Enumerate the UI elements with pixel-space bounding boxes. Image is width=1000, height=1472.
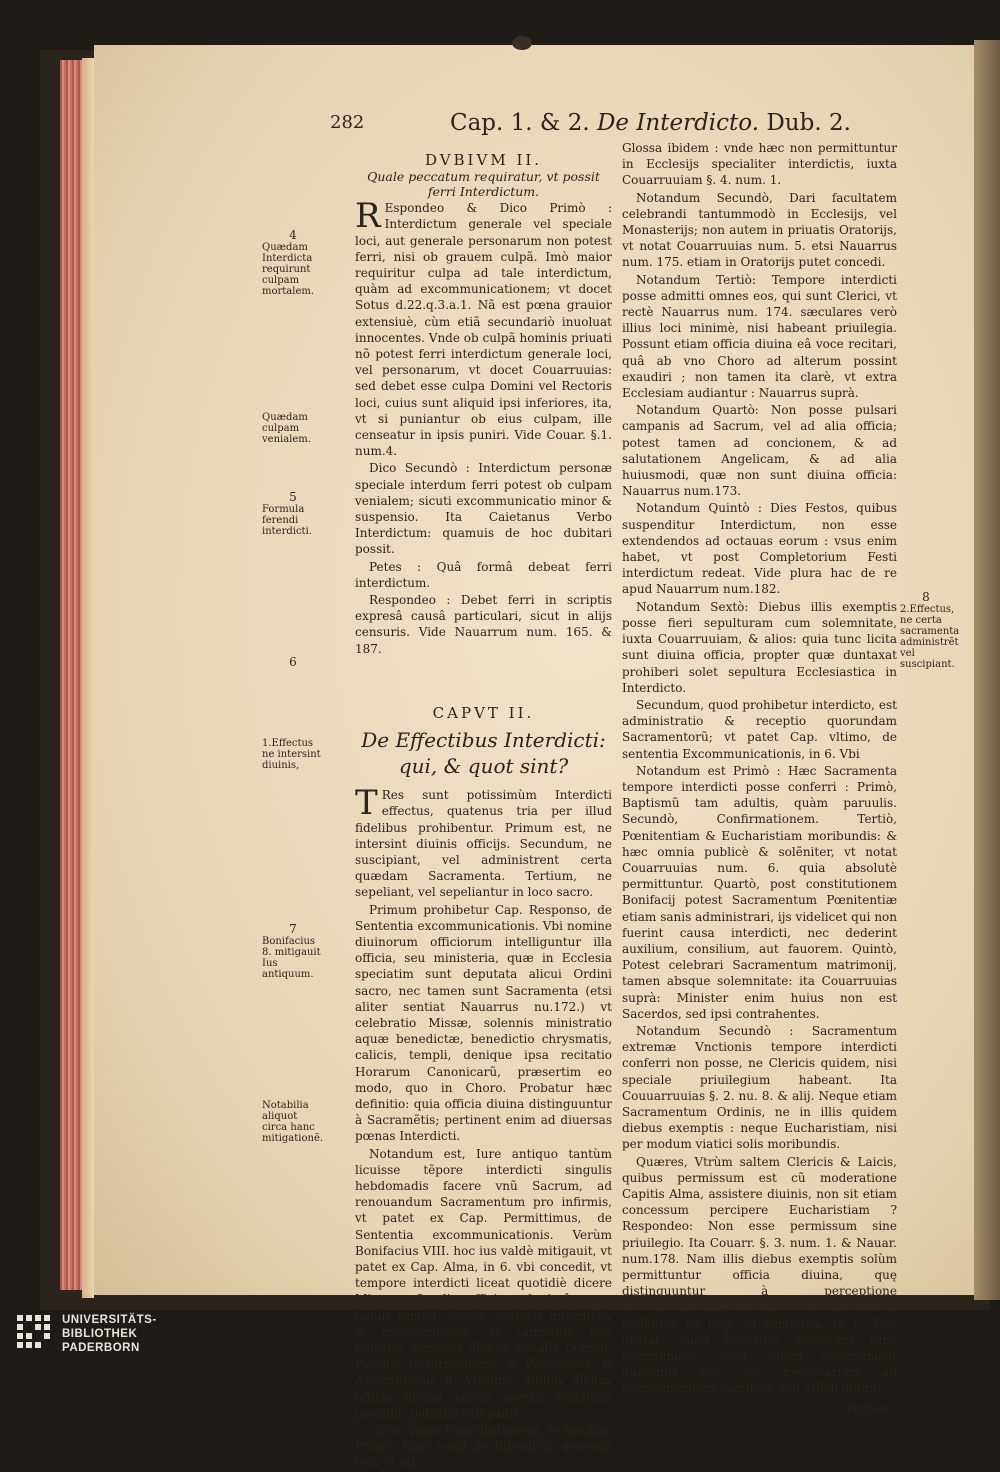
- margin-note-venial: Quædam culpam venialem.: [262, 412, 311, 445]
- drop-cap-r: R: [355, 196, 381, 237]
- paragraph: Notandum Quintò : Dies Festos, quibus suspenditur Interdictum, non esse extendendos ad octauas eorum : vsus enim habet, vt post Completorium Festi interdictum redeat. Vide plura hac de re apud Nauarrum num.182.: [622, 501, 897, 597]
- dub-ref: Dub. 2.: [766, 110, 851, 136]
- library-name-line2: BIBLIOTHEK: [62, 1328, 138, 1340]
- page-inner-edge: [82, 58, 94, 1298]
- margin-note-6: 6: [289, 655, 297, 669]
- library-name-line1: UNIVERSITÄTS-: [62, 1314, 157, 1326]
- paragraph: Circa quam Constitutionem, Notandum Primò: Eam loqui de Interdicto generali loci, vt ait: [355, 1423, 612, 1470]
- paragraph: Notandum Quartò: Non posse pulsari campanis ad Sacrum, vel ad alia officia; potest tamen ad concionem, & ad salutationem Angelicam, & ad alia huiusmodi, quæ non sunt diuina officia: Nauarrus num.173.: [622, 403, 897, 499]
- paragraph: Notandum Sextò: Diebus illis exemptis posse fieri sepulturam cum solemnitate, iuxta Couarruuiam, & alios: quia tunc licita sunt diuina officia, propter quæ duntaxat prohiberi solet sepultura Ecclesiastica in Interdicto.: [622, 599, 897, 695]
- title-ref: De Interdicto.: [596, 110, 760, 136]
- paragraph: Dico Secundò : Interdictum personæ speciale interdum ferri potest ob culpam venialem; sicuti excommunicatio minor & suspensio. Ita Caietanus Verbo Interdictum: quamuis de hoc dubitari possit.: [355, 461, 612, 557]
- paragraph: T Res sunt potissimùm Interdicti effectus, quatenus tria per illud fidelibus prohibentur. Primum est, ne intersint diuinis officijs. Secundum, ne suscipiant, vel administrent certa quædam Sacramenta. Tertium, ne sepeliant, vel sepeliantur in loco sacro.: [355, 783, 612, 900]
- paragraph: Quæres, Vtrùm saltem Clericis & Laicis, quibus permissum est cũ moderatione Capitis Alma, assistere diuinis, non sit etiam concessum percipere Eucharistiam ? Respondeo: Non esse permissum sine priuilegio. Ita Couarr. §. 3. num. 1. & Nauar. num.178. Nam illis diebus exemptis solùm permittuntur officia diuina, quę distinguuntur à perceptione Sacramentorum, vt suprà dictum est: & colligitur ex Cap. Si sententia, in 6. Nec obstat, quod Sacerdos celebrans tunc communicet; quia solùm communicat quatenus hoc est necessarium ad complementum sacrificij, seu officij diuini.: [622, 1154, 897, 1396]
- library-logo-icon: [14, 1312, 56, 1354]
- margin-note-5: 5 Formula ferendi interdicti.: [262, 490, 312, 537]
- margin-note-8: 8 2.Effectus, ne certa sacramenta administrẽt vel suscipiant.: [900, 590, 960, 670]
- drop-cap-t: T: [355, 783, 378, 824]
- margin-note-effectus-1: 1.Effectus ne intersint diuinis,: [262, 738, 321, 771]
- margin-note-7: 7 Bonifacius 8. mitigauit Ius antiquum.: [262, 922, 321, 980]
- paragraph: Notandum Tertiò: Tempore interdicti posse admitti omnes eos, qui sunt Clerici, vt rectè Nauarrus num. 174. sæculares verò illius loci minimè, nisi habeant priuilegia. Possunt etiam officia diuina eâ voce recitari, quâ ab vno Choro ad alterum possint exaudiri ; non tamen ita clarè, vt extra Ecclesiam audiantur : Nauarrus suprà.: [622, 272, 897, 401]
- right-column: [622, 140, 897, 1418]
- page-number: 282: [330, 112, 365, 133]
- catchword: Tertium,: [845, 1401, 897, 1416]
- paragraph: Respondeo : Debet ferri in scriptis expresâ causâ particulari, sicut in alijs censuris. Vide Nauarrum num. 165. & 187.: [355, 593, 612, 656]
- dubium-title: DVBIVM II.: [424, 151, 543, 169]
- running-title: [450, 110, 851, 136]
- dubium-subtitle: Quale peccatum requiratur, vt possit ferri Interdictum.: [367, 169, 600, 200]
- library-name-line3: PADERBORN: [62, 1342, 140, 1354]
- chapter-ref: Cap. 1. & 2.: [450, 110, 590, 136]
- paragraph: Notandum Secundò : Sacramentum extremæ Vnctionis tempore interdicti conferri non posse, ne Clericis quidem, nisi speciale priuilegium habeant. Ita Couuarruuias §. 2. nu. 8. & alij. Neque etiam Sacramentum Ordinis, ne in illis quidem diebus exemptis : neque Eucharistiam, nisi per modum viatici solis moribundis.: [622, 1023, 897, 1152]
- margin-note-notabilia: Notabilia aliquot circa hanc mitigationẽ.: [262, 1100, 324, 1144]
- caput-subtitle: De Effectibus Interdicti: qui, & quot sint?: [361, 728, 606, 779]
- paragraph: R Espondeo & Dico Primò : Interdictum generale vel speciale loci, aut generale personarum non potest ferri, nisi ob grauem culpã. Imò maior requiritur culpa ad tale interdictum, quàm ad excommunicationem; vt docet Sotus d.22.q.3.a.1. Nã est pœna grauior extensiuè, cùm etiã secundariò inuoluat innocentes. Vnde ob culpã hominis priuati nõ potest ferri interdictum generale loci, vel personarum, vt docet Couarruuias: sed debet esse culpa Domini vel Rectoris loci, cuius sunt aliquid ipsi inferiores, ita, vt si puniantur ob eius culpam, ille censeatur in ipsis puniri. Vide Couar. §.1. num.4.: [355, 196, 612, 459]
- paragraph: Primum prohibetur Cap. Responso, de Sententia excommunicationis. Vbi nomine diuinorum officiorum intelliguntur illa officia, seu ministeria, quæ in Ecclesia speciatim sunt deputata alicui Ordini sacro, nec tamen sunt Sacramenta (etsi aliter sentiat Nauarrus nu.172.) vt celebratio Missæ, solennis ministratio aquæ benedictæ, benedictio chrysmatis, calicis, templi, denique ipsa recitatio Horarum Canonicarũ, præsertim eo modo, quo in Choro. Probatur hæc definitio: quia officia diuina distinguuntur à Sacramẽtis; pertinent enim ad diuersas pœnas Interdicti.: [355, 902, 612, 1144]
- paragraph: Glossa ibidem : vnde hæc non permittuntur in Ecclesijs specialiter interdictis, iuxta Couarruuiam §. 4. num. 1.: [622, 141, 897, 188]
- left-column: [355, 150, 612, 1472]
- gutter: [974, 40, 1000, 1300]
- paragraph: Notandum est, Iure antiquo tantùm licuisse tẽpore interdicti singulis hebdomadis facere vnũ Sacrum, ad renouandum Sacramentum pro infirmis, vt patet ex Cap. Permittimus, de Sententia excommunicationis. Verùm Bonifacius VIII. hoc ius valdè mitigauit, vt patet ex Cap. Alma, in 6. vbi concedit, vt tempore interdicti liceat quotidiè dicere Missam, & alia officia submissâ voce, ianuis templi clausis, exclusis interdictis & excõmunicatis, & campanis non pulsatis; exceptis diebus Natalis Domini, Paschæ Resurrectionis, & Pẽtecostes, & Assumptionis B. Virginis, quibus diebus officia diuina ianuis apertis celebrari possunt, pulsatis campanis.: [355, 1146, 612, 1420]
- caput-title: CAPVT II.: [432, 703, 535, 722]
- paragraph: Notandum Secundò, Dari facultatem celebrandi tantummodò in Ecclesijs, vel Monasterijs; non autem in priuatis Oratorijs, vt notat Couarruuias num. 5. etsi Nauarrus num. 175. etiam in Oratorijs putet concedi.: [622, 190, 897, 270]
- paragraph: Secundum, quod prohibetur interdicto, est administratio & receptio quorundam Sacramentorũ; vt patet Cap. vltimo, de sententia Excommunicationis, in 6. Vbi: [622, 697, 897, 761]
- paragraph: Notandum est Primò : Hæc Sacramenta tempore interdicti posse conferri : Primò, Baptismũ tam adultis, quàm paruulis. Secundò, Confirmationem. Tertiò, Pœnitentiam & Eucharistiam moribundis: & hæc omnia publicè & solẽniter, vt notat Couarruuias num. 6. quia absolutè permittuntur. Quartò, post constitutionem Bonifacij potest Sacramentum Pœnitentiæ etiam sanis administrari, ijs videlicet qui non fuerint causa interdicti, nec dederint auxilium, consilium, aut fauorem. Quintò, Potest celebrari Sacramentum matrimonij, tamen absque solemnitate: ita Couarruuias suprà: Minister enim huius non est Sacerdos, sed ipsi contrahentes.: [622, 763, 897, 1021]
- page-block-edge: [60, 60, 82, 1290]
- margin-note-4: 4 Quædam Interdicta requirunt culpam mortalem.: [262, 228, 315, 297]
- paper-hole: [512, 36, 532, 50]
- paragraph: Petes : Quâ formâ debeat ferri interdictum.: [355, 559, 612, 590]
